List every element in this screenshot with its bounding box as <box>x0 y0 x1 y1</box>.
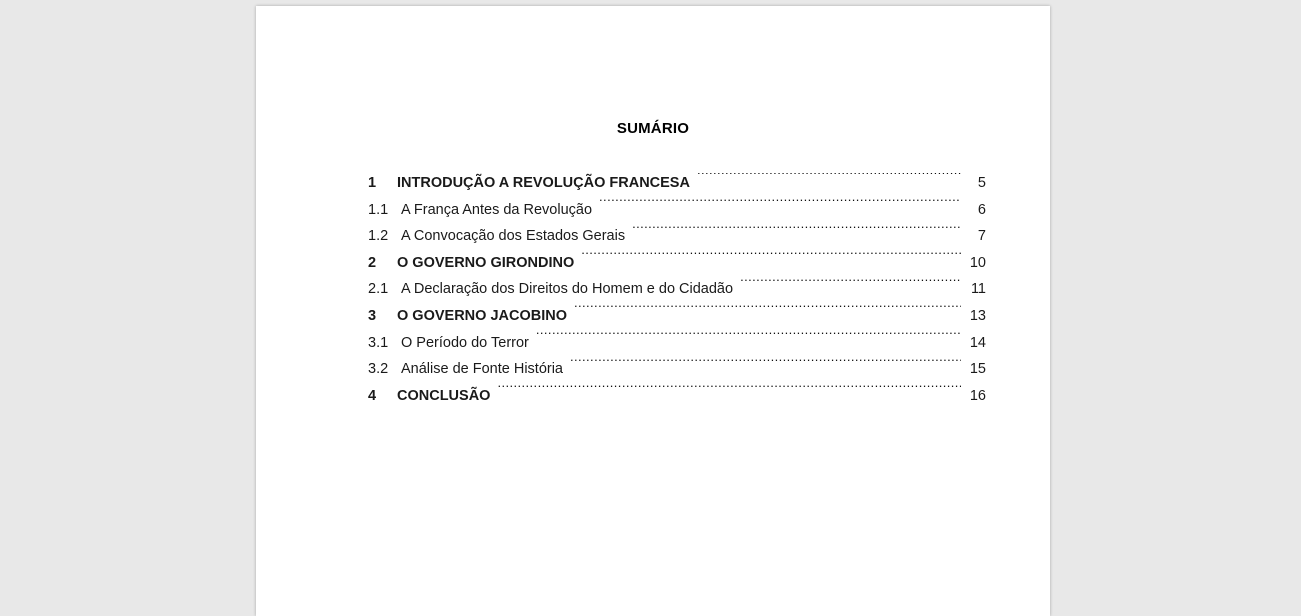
toc-entry-label: A Convocação dos Estados Gerais <box>401 228 626 245</box>
toc-entry-label: A Declaração dos Direitos do Homem e do Cidadão <box>401 281 734 298</box>
toc-entry-number: 2.1 <box>368 281 389 298</box>
toc-entry[interactable] <box>368 250 986 277</box>
toc-entry-label: CONCLUSÃO <box>397 387 491 404</box>
toc-leader-dots <box>497 385 961 400</box>
toc-entry-label: O GOVERNO GIRONDINO <box>397 254 575 271</box>
toc-entry-number: 1.2 <box>368 228 389 245</box>
toc-entry-page-number: 10 <box>969 254 986 271</box>
toc-entry-page-number: 11 <box>970 281 986 298</box>
toc-leader-dots <box>536 332 961 347</box>
toc-entry-number: 1.1 <box>368 201 389 218</box>
toc-entry-page-number: 16 <box>969 387 986 404</box>
toc-entry-label: O Período do Terror <box>401 334 529 351</box>
toc-leader-dots <box>570 359 961 374</box>
toc-entry-number: 3.1 <box>368 334 389 351</box>
toc-leader-dots <box>581 252 961 267</box>
toc-entry[interactable] <box>368 356 986 383</box>
toc-entry[interactable] <box>368 330 986 357</box>
toc-entry-label: INTRODUÇÃO A REVOLUÇÃO FRANCESA <box>397 175 690 191</box>
table-of-contents <box>256 170 1050 409</box>
toc-entry-page-number: 15 <box>969 361 986 378</box>
toc-entry-page-number: 14 <box>969 334 986 351</box>
toc-entry-number: 3.2 <box>368 361 389 378</box>
toc-entry-number: 2 <box>368 254 377 271</box>
toc-entry-label: Análise de Fonte História <box>401 361 563 378</box>
document-page <box>256 6 1050 616</box>
toc-entry[interactable] <box>368 197 986 224</box>
toc-leader-dots <box>632 226 961 241</box>
toc-leader-dots <box>740 279 961 294</box>
toc-entry-page-number: 6 <box>977 201 986 218</box>
toc-entry-number: 1 <box>368 175 377 191</box>
toc-entry[interactable] <box>368 383 986 410</box>
toc-entry[interactable] <box>368 223 986 250</box>
toc-entry[interactable] <box>368 303 986 330</box>
toc-entry-number: 4 <box>368 387 377 404</box>
page-title: SUMÁRIO <box>616 120 690 137</box>
toc-entry-page-number: 5 <box>977 175 986 191</box>
toc-leader-dots <box>697 173 961 188</box>
toc-leader-dots <box>574 305 961 320</box>
toc-entry-label: O GOVERNO JACOBINO <box>397 307 567 324</box>
toc-entry-number: 3 <box>368 307 377 324</box>
toc-entry-label: A França Antes da Revolução <box>401 201 593 218</box>
toc-entry[interactable] <box>368 276 986 303</box>
toc-leader-dots <box>599 199 961 214</box>
toc-entry-page-number: 7 <box>977 228 986 245</box>
toc-entry[interactable] <box>368 170 986 197</box>
toc-entry-page-number: 13 <box>969 307 986 324</box>
